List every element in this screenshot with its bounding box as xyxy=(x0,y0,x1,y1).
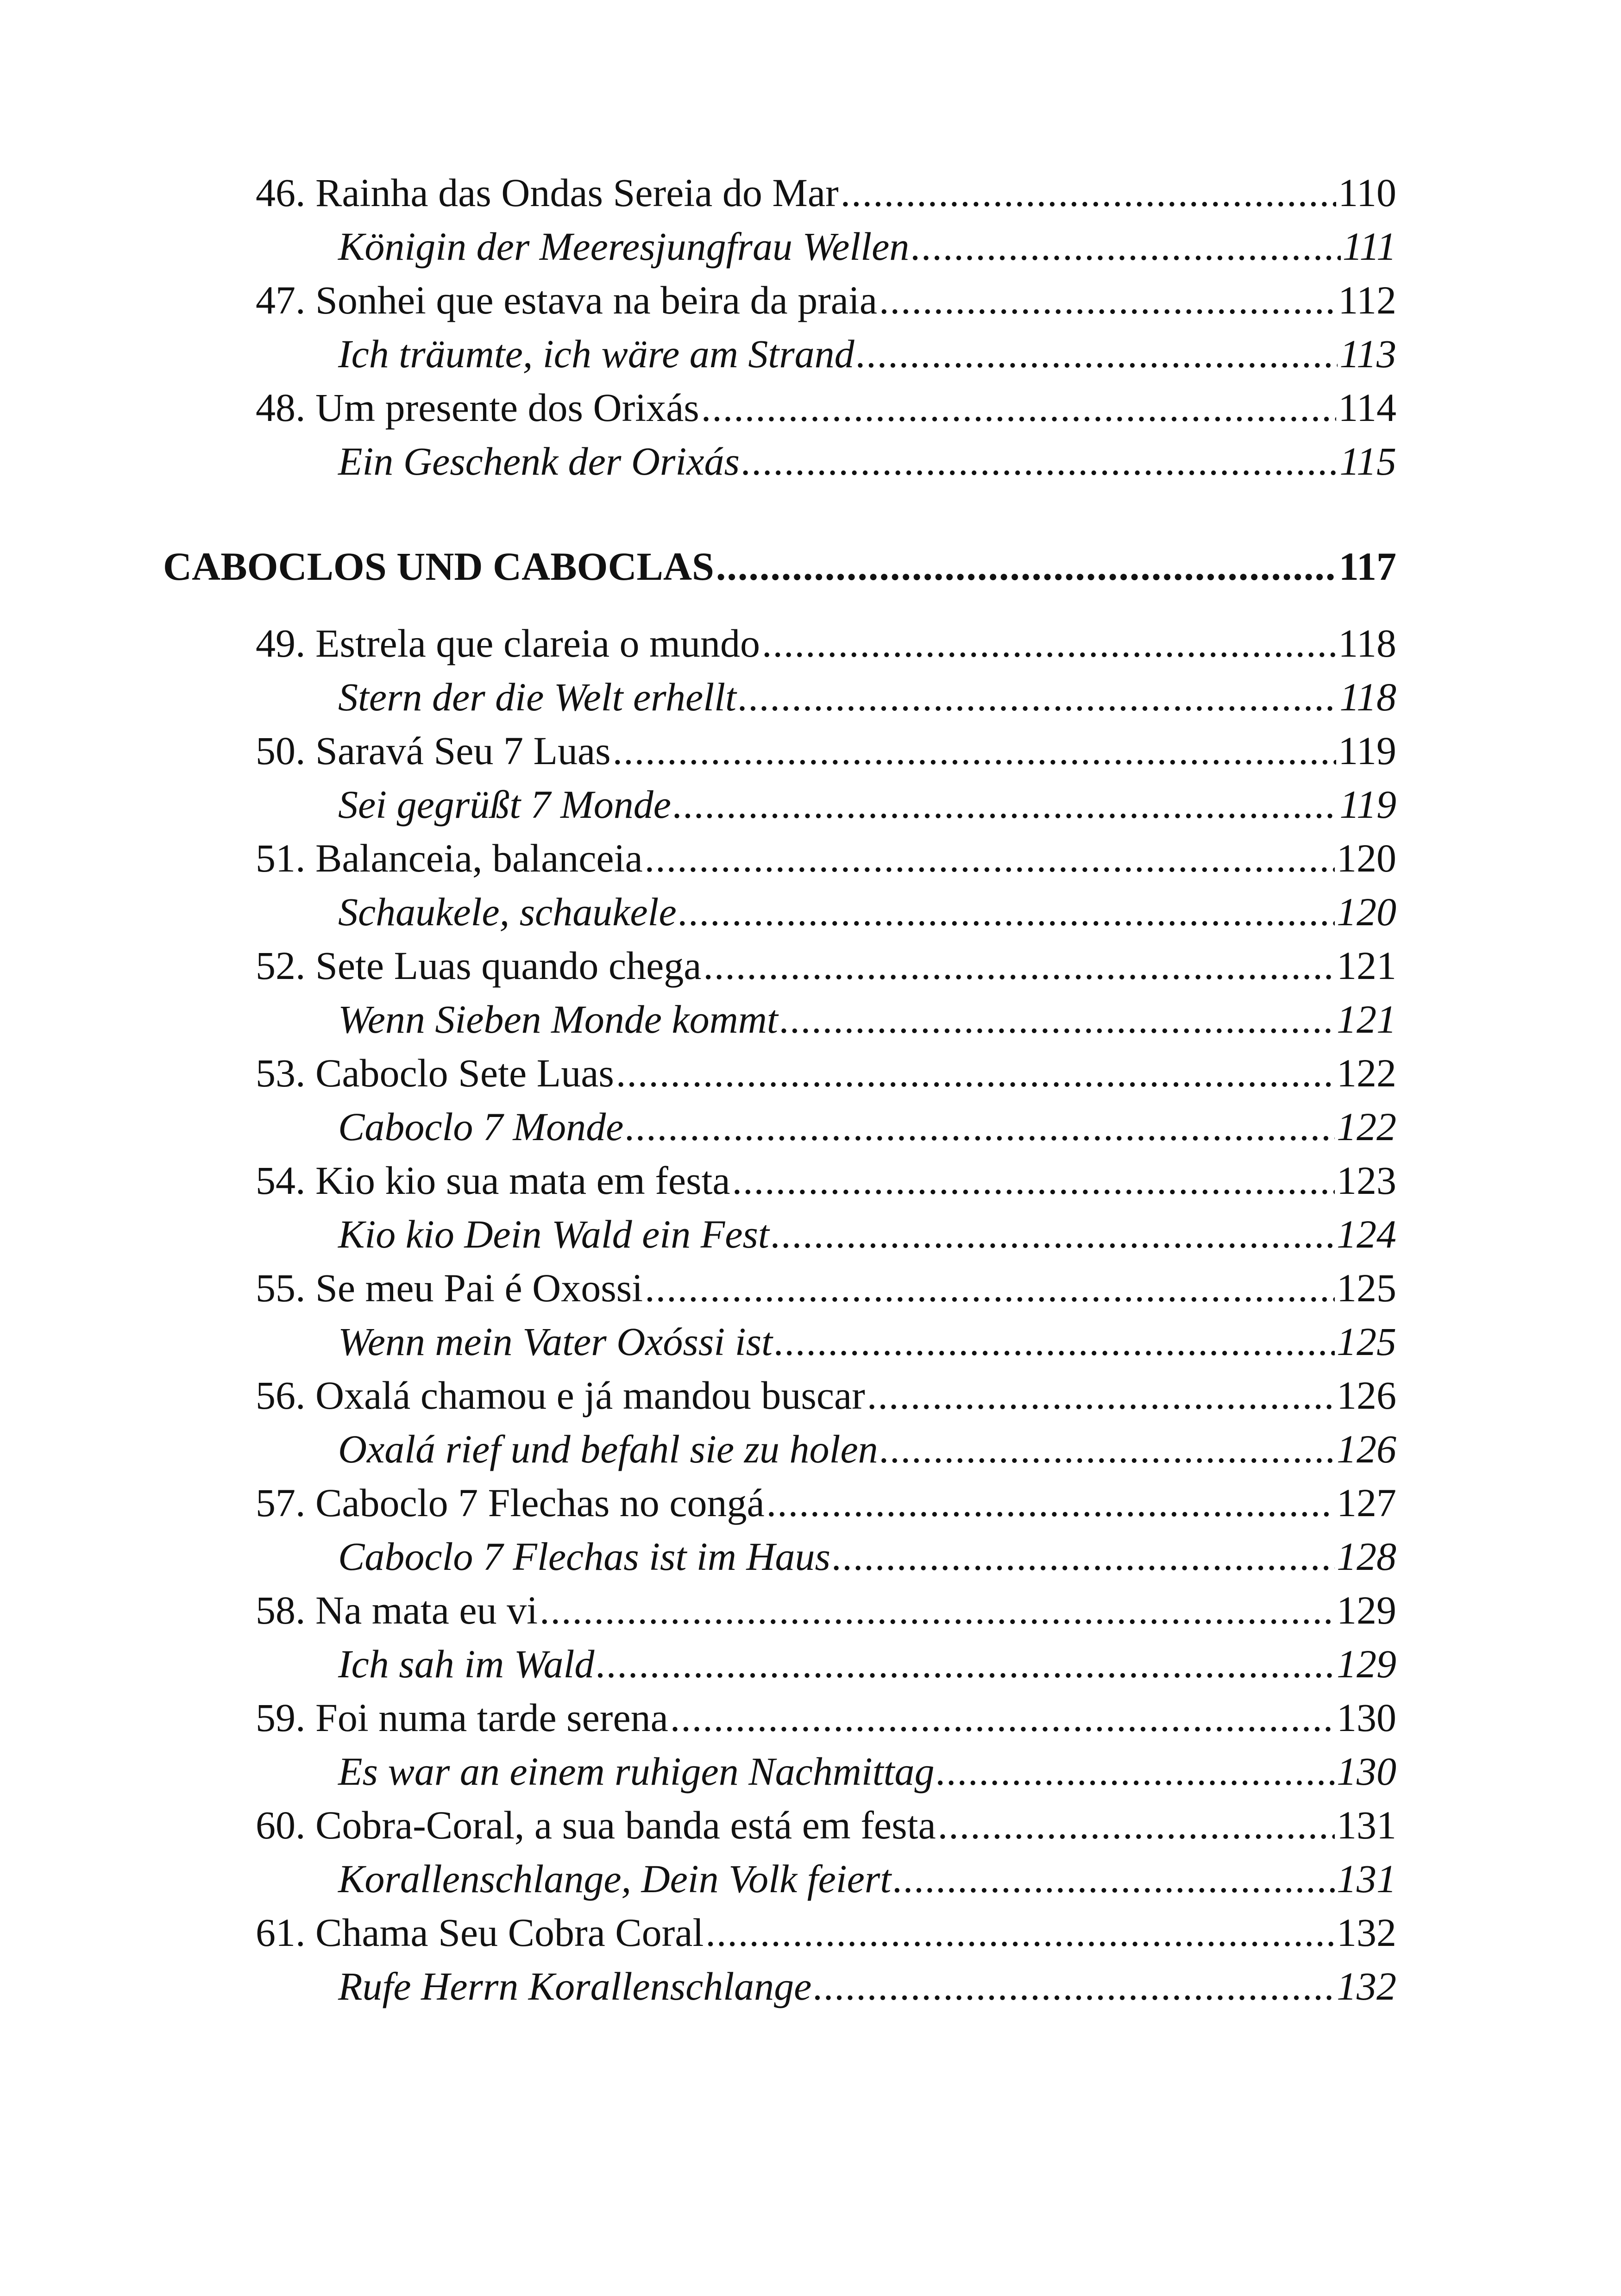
entry-title: 52. Sete Luas quando chega xyxy=(256,943,702,988)
entry-title: 53. Caboclo Sete Luas xyxy=(256,1051,614,1095)
dot-leader xyxy=(679,885,1335,939)
entry-title: Rufe Herrn Korallenschlange xyxy=(338,1964,812,2008)
entry-page-number: 113 xyxy=(1339,332,1396,376)
dot-leader xyxy=(732,1154,1335,1207)
entry-title: 47. Sonhei que estava na beira da praia xyxy=(256,278,878,322)
toc-entry-translation xyxy=(163,1422,1396,1476)
entry-page-number: 125 xyxy=(1337,1266,1396,1310)
dot-leader xyxy=(613,724,1337,778)
entry-page-number: 126 xyxy=(1337,1427,1396,1471)
dot-leader xyxy=(767,1476,1335,1530)
entry-page-number: 129 xyxy=(1337,1642,1396,1686)
dot-leader xyxy=(596,1637,1335,1691)
dot-leader xyxy=(879,273,1336,327)
toc-entry xyxy=(163,381,1396,434)
dot-leader xyxy=(832,1530,1335,1583)
entry-title: 56. Oxalá chamou e já mandou buscar xyxy=(256,1373,865,1418)
toc-entry xyxy=(163,831,1396,885)
entry-title: 54. Kio kio sua mata em festa xyxy=(256,1158,730,1203)
toc-entry-translation xyxy=(163,1744,1396,1798)
entry-page-number: 120 xyxy=(1337,890,1396,934)
entry-title: Ein Geschenk der Orixás xyxy=(338,439,740,483)
entry-title: Wenn mein Vater Oxóssi ist xyxy=(338,1319,773,1364)
dot-leader xyxy=(938,1798,1335,1852)
entry-page-number: 119 xyxy=(1338,728,1396,773)
toc-entry xyxy=(163,939,1396,992)
entry-title: Ich träumte, ich wäre am Strand xyxy=(338,332,854,376)
toc-entry xyxy=(163,1154,1396,1207)
toc-entry xyxy=(163,1583,1396,1637)
toc-block-top xyxy=(163,166,1396,488)
dot-leader xyxy=(705,1906,1335,1959)
dot-leader xyxy=(701,381,1336,434)
toc-entry-translation xyxy=(163,1852,1396,1906)
entry-page-number: 125 xyxy=(1337,1319,1396,1364)
dot-leader xyxy=(741,434,1338,488)
dot-leader xyxy=(645,1261,1335,1315)
dot-leader xyxy=(703,939,1335,992)
entry-page-number: 128 xyxy=(1337,1534,1396,1579)
entry-title: Caboclo 7 Flechas ist im Haus xyxy=(338,1534,830,1579)
dot-leader xyxy=(716,539,1337,593)
dot-leader xyxy=(780,992,1335,1046)
toc-entry xyxy=(163,1261,1396,1315)
toc-block-bottom xyxy=(163,616,1396,2013)
toc-entry xyxy=(163,616,1396,670)
dot-leader xyxy=(645,831,1335,885)
entry-page-number: 129 xyxy=(1337,1588,1396,1632)
dot-leader xyxy=(867,1368,1335,1422)
dot-leader xyxy=(813,1959,1335,2013)
entry-title: Es war an einem ruhigen Nachmittag xyxy=(338,1749,935,1794)
entry-page-number: 132 xyxy=(1337,1964,1396,2008)
toc-entry xyxy=(163,1906,1396,1959)
entry-page-number: 115 xyxy=(1339,439,1396,483)
toc-entry xyxy=(163,1368,1396,1422)
entry-page-number: 130 xyxy=(1337,1749,1396,1794)
entry-page-number: 112 xyxy=(1338,278,1396,322)
dot-leader xyxy=(936,1744,1335,1798)
entry-page-number: 132 xyxy=(1337,1910,1396,1955)
entry-title: Caboclo 7 Monde xyxy=(338,1104,624,1149)
toc-entry-translation xyxy=(163,434,1396,488)
entry-title: 55. Se meu Pai é Oxossi xyxy=(256,1266,643,1310)
entry-page-number: 122 xyxy=(1337,1051,1396,1095)
toc-entry-translation xyxy=(163,778,1396,831)
dot-leader xyxy=(880,1422,1335,1476)
toc-entry-translation xyxy=(163,1530,1396,1583)
entry-page-number: 114 xyxy=(1338,385,1396,430)
dot-leader xyxy=(774,1315,1335,1368)
entry-title: Schaukele, schaukele xyxy=(338,890,677,934)
toc-entry-translation xyxy=(163,885,1396,939)
entry-title: 59. Foi numa tarde serena xyxy=(256,1695,668,1740)
entry-title: 51. Balanceia, balanceia xyxy=(256,836,643,880)
toc-entry-translation xyxy=(163,327,1396,381)
entry-title: 57. Caboclo 7 Flechas no congá xyxy=(256,1480,765,1525)
dot-leader xyxy=(893,1852,1335,1906)
entry-page-number: 118 xyxy=(1338,621,1396,665)
dot-leader xyxy=(762,616,1336,670)
toc-entry-translation xyxy=(163,220,1396,273)
entry-title: Sei gegrüßt 7 Monde xyxy=(338,782,671,827)
entry-page-number: 111 xyxy=(1342,224,1396,269)
entry-page-number: 131 xyxy=(1337,1803,1396,1847)
entry-page-number: 131 xyxy=(1337,1857,1396,1901)
entry-title: 50. Saravá Seu 7 Luas xyxy=(256,728,611,773)
section-page-number: 117 xyxy=(1338,544,1396,589)
entry-page-number: 119 xyxy=(1339,782,1396,827)
dot-leader xyxy=(540,1583,1335,1637)
entry-title: Kio kio Dein Wald ein Fest xyxy=(338,1212,769,1256)
toc-entry xyxy=(163,273,1396,327)
entry-page-number: 123 xyxy=(1337,1158,1396,1203)
toc-entry xyxy=(163,166,1396,220)
dot-leader xyxy=(856,327,1338,381)
toc-entry-translation xyxy=(163,1100,1396,1154)
toc-entry xyxy=(163,724,1396,778)
dot-leader xyxy=(673,778,1338,831)
entry-title: Oxalá rief und befahl sie zu holen xyxy=(338,1427,878,1471)
entry-title: 46. Rainha das Ondas Sereia do Mar xyxy=(256,170,839,215)
dot-leader xyxy=(911,220,1340,273)
entry-title: Korallenschlange, Dein Volk feiert xyxy=(338,1857,892,1901)
toc-entry-translation xyxy=(163,1315,1396,1368)
entry-page-number: 120 xyxy=(1337,836,1396,880)
section-heading-caboclos xyxy=(163,539,1396,593)
toc-entry xyxy=(163,1476,1396,1530)
entry-title: 60. Cobra-Coral, a sua banda está em festa xyxy=(256,1803,936,1847)
entry-title: 61. Chama Seu Cobra Coral xyxy=(256,1910,704,1955)
dot-leader xyxy=(616,1046,1335,1100)
dot-leader xyxy=(841,166,1337,220)
entry-page-number: 110 xyxy=(1338,170,1396,215)
dot-leader xyxy=(738,670,1338,724)
entry-page-number: 130 xyxy=(1337,1695,1396,1740)
entry-title: Stern der die Welt erhellt xyxy=(338,675,736,719)
dot-leader xyxy=(771,1207,1335,1261)
entry-title: Ich sah im Wald xyxy=(338,1642,595,1686)
toc-section-block xyxy=(163,539,1396,593)
entry-page-number: 126 xyxy=(1337,1373,1396,1418)
entry-title: 49. Estrela que clareia o mundo xyxy=(256,621,760,665)
toc-entry-translation xyxy=(163,1959,1396,2013)
entry-page-number: 118 xyxy=(1339,675,1396,719)
toc-entry-translation xyxy=(163,670,1396,724)
entry-title: 58. Na mata eu vi xyxy=(256,1588,538,1632)
toc-entry-translation xyxy=(163,1637,1396,1691)
toc-entry xyxy=(163,1046,1396,1100)
entry-page-number: 121 xyxy=(1337,997,1396,1041)
section-title: CABOCLOS UND CABOCLAS xyxy=(163,544,714,589)
dot-leader xyxy=(625,1100,1335,1154)
entry-title: Königin der Meeresjungfrau Wellen xyxy=(338,224,910,269)
entry-page-number: 121 xyxy=(1337,943,1396,988)
dot-leader xyxy=(670,1691,1335,1744)
entry-title: Wenn Sieben Monde kommt xyxy=(338,997,778,1041)
entry-page-number: 127 xyxy=(1337,1480,1396,1525)
toc-entry xyxy=(163,1798,1396,1852)
entry-page-number: 124 xyxy=(1337,1212,1396,1256)
entry-title: 48. Um presente dos Orixás xyxy=(256,385,699,430)
toc-entry xyxy=(163,1691,1396,1744)
toc-entry-translation xyxy=(163,1207,1396,1261)
toc-entry-translation xyxy=(163,992,1396,1046)
entry-page-number: 122 xyxy=(1337,1104,1396,1149)
